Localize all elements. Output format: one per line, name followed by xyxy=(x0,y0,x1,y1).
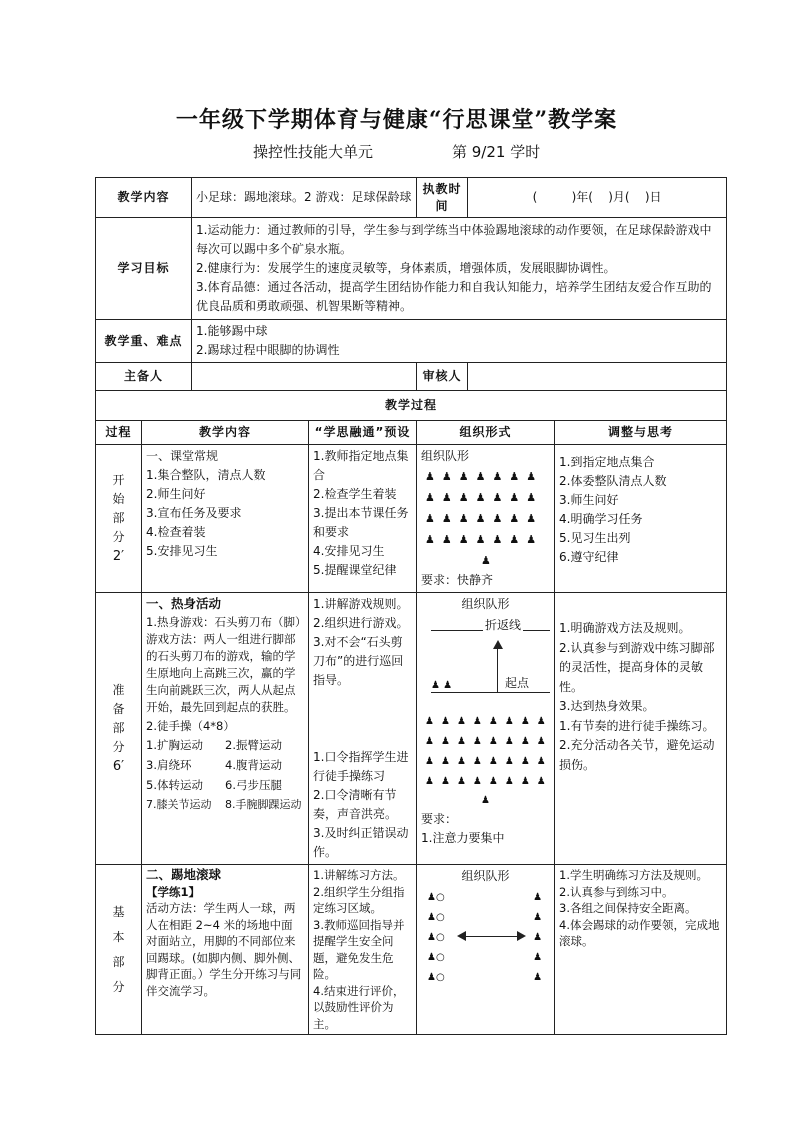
exercise-item: 1.扩胸运动 xyxy=(146,738,203,752)
phase-char: 6′ xyxy=(112,759,125,774)
goal-item: 2.健康行为：发展学生的速度灵敏等，身体素质，增强体质，发展眼脚协调性。 xyxy=(196,261,616,275)
phase-char: 备 xyxy=(112,702,125,716)
date-value: ( )年( )月( )日 xyxy=(468,178,727,218)
formation-diagram xyxy=(421,466,550,571)
preparer-label: 主备人 xyxy=(96,363,192,391)
game-title: 1.热身游戏：石头剪刀布（脚） xyxy=(146,615,307,629)
phase-main-preset xyxy=(309,865,417,1035)
reflect-line: 1.有节奏的进行徒手操练习。 xyxy=(559,718,715,733)
phase-char: 部 xyxy=(112,511,125,525)
org-title: 组织队形 xyxy=(461,597,510,611)
phase-main-organization xyxy=(417,865,555,1035)
col-header-reflection: 调整与思考 xyxy=(555,421,727,445)
content-line: 2.师生问好 xyxy=(146,487,206,501)
turn-line-label: 折返线 xyxy=(483,616,523,635)
student-row: ♟♟♟♟♟♟♟ xyxy=(425,512,544,525)
student-row: ♟♟♟♟♟♟♟♟ xyxy=(425,756,553,767)
content-line: 5.安排见习生 xyxy=(146,544,218,558)
phase-char: 分 xyxy=(112,979,125,994)
preset-line: 1.讲解练习方法。 xyxy=(313,868,405,882)
phase-main-reflection xyxy=(555,865,727,1035)
exercise-item: 8.手腕脚踝运动 xyxy=(225,798,302,811)
practice-method: 活动方法：学生两人一球，两人在相距 2~4 米的场地中面对面站立，用脚的不同部位来回踢球。(如脚内侧、脚外侧、脚背正面。）学生分开练习与同伴交流学习。 xyxy=(146,901,302,998)
phase-prep-preset xyxy=(309,593,417,865)
student-row: ♟♟♟♟♟♟♟ xyxy=(425,491,544,504)
reflect-line: 5.见习生出列 xyxy=(559,531,631,545)
phase-char: 准 xyxy=(112,683,125,697)
arrow-right-icon xyxy=(517,931,526,941)
col-header-content: 教学内容 xyxy=(142,421,309,445)
reflect-line: 1.明确游戏方法及规则。 xyxy=(559,621,691,635)
preset-line: 4.结束进行评价，以鼓励性评价为主。 xyxy=(313,983,405,1031)
goal-item: 3.体育品德：通过各活动，提高学生团结协作能力和自我认知能力，培养学生团结友爱合作互助的优良品质和勇敢顽强、机智果断等精神。 xyxy=(196,280,712,313)
student-row: ♟♟♟♟♟♟♟♟ xyxy=(425,776,553,787)
org-title: 组织队形 xyxy=(461,869,510,883)
content-line: 3.宣布任务及要求 xyxy=(146,506,242,520)
preset-line: 3.教师巡回指导并提醒学生安全问题，避免发生危险。 xyxy=(313,917,405,981)
reviewer-label: 审核人 xyxy=(417,363,468,391)
org-note: 1.注意力要集中 xyxy=(421,831,505,845)
student-row: ♟♟♟♟♟♟♟♟ xyxy=(425,736,553,747)
phase-char: 本 xyxy=(112,929,125,944)
phase-start-preset xyxy=(309,445,417,593)
phase-char: 分 xyxy=(112,740,125,754)
direction-arrow xyxy=(497,646,498,692)
drill-formation xyxy=(421,712,553,810)
reflect-line: 4.体会踢球的动作要领，完成地滚球。 xyxy=(559,917,720,948)
arrow-left-icon xyxy=(457,931,466,941)
exercise-title: 2.徒手操（4*8） xyxy=(146,719,235,733)
preset-line: 4.安排见习生 xyxy=(313,544,385,558)
phase-char: 开 xyxy=(112,473,125,487)
process-title: 教学过程 xyxy=(96,391,727,421)
page-title: 一年级下学期体育与健康“行思课堂”教学案 xyxy=(175,107,618,133)
phase-start-reflection xyxy=(555,445,727,593)
phase-char: 2′ xyxy=(112,549,125,564)
phase-start-name xyxy=(96,445,142,593)
student-row: ♟♟♟♟♟♟♟ xyxy=(425,533,544,546)
phase-start-organization xyxy=(417,445,555,593)
preset-line: 5.提醒课堂纪律 xyxy=(313,563,397,577)
reflect-line: 3.各组之间保持安全距离。 xyxy=(559,901,697,915)
left-players: ♟○ ♟○ ♟○ ♟○ ♟○ xyxy=(427,892,445,983)
relay-diagram xyxy=(421,614,550,698)
content-line: 4.检查着装 xyxy=(146,525,206,539)
student-row: ♟♟♟♟♟♟♟ xyxy=(425,470,544,483)
preset-line: 1.讲解游戏规则。 xyxy=(313,597,409,611)
section-heading: 一、热身活动 xyxy=(146,596,222,611)
phase-char: 始 xyxy=(112,492,125,506)
reflect-line: 2.充分活动各关节，避免运动损伤。 xyxy=(559,738,715,772)
game-method: 游戏方法：两人一组进行脚部的石头剪刀布的游戏，输的学生原地向上高跳三次，赢的学生向前跳跃三次，两人从起点开始，最先回到起点的获胜。 xyxy=(146,632,296,714)
phase-char: 基 xyxy=(112,904,125,919)
reviewer-value xyxy=(468,363,727,391)
org-requirement: 要求： xyxy=(421,812,458,826)
practice-title: 【学练1】 xyxy=(146,884,201,899)
key-point: 1.能够踢中球 xyxy=(196,324,268,338)
reflect-line: 3.师生问好 xyxy=(559,493,619,507)
reflect-line: 2.认真参与到练习中。 xyxy=(559,884,674,899)
right-players: ♟ ♟ ♟ ♟ ♟ xyxy=(533,892,543,983)
reflect-line: 4.明确学习任务 xyxy=(559,512,643,526)
key-cell xyxy=(192,320,727,363)
preset-line: 2.组织学生分组指定练习区域。 xyxy=(313,884,405,915)
org-requirement: 要求：快静齐 xyxy=(421,573,494,587)
col-header-organization: 组织形式 xyxy=(417,421,555,445)
phase-prep-content xyxy=(142,593,309,865)
preset-line: 3.对不会“石头剪刀布”的进行巡回指导。 xyxy=(313,635,404,687)
phase-prep-organization xyxy=(417,593,555,865)
passing-diagram xyxy=(421,886,550,986)
phase-prep-reflection xyxy=(555,593,727,865)
start-point-label: 起点 xyxy=(505,676,530,690)
goal-item: 1.运动能力：通过教师的引导，学生参与到学练当中体验踢地滚球的动作要领，在足球保龄游戏中每次可以踢中多个矿泉水瓶。 xyxy=(196,223,712,256)
preset-line: 3.提出本节课任务和要求 xyxy=(313,506,409,539)
preset-line: 1.教师指定地点集合 xyxy=(313,449,409,482)
teacher-icon: ♟ xyxy=(481,554,498,567)
reflect-line: 6.遵守纪律 xyxy=(559,550,619,564)
content-value: 小足球：踢地滚球。2 游戏：足球保龄球 xyxy=(192,178,417,218)
preset-line: 2.检查学生着装 xyxy=(313,487,397,501)
preset-line: 1.口令指挥学生进行徒手操练习 xyxy=(313,750,409,783)
player-pair: ♟ ♟ xyxy=(431,680,453,691)
reflect-line: 3.达到热身效果。 xyxy=(559,699,655,713)
teacher-icon: ♟ xyxy=(481,795,497,806)
preset-line: 3.及时纠正错误动作。 xyxy=(313,826,409,859)
preset-line: 2.口令清晰有节奏，声音洪亮。 xyxy=(313,788,398,821)
content-label: 教学内容 xyxy=(96,178,192,218)
exercise-item: 5.体转运动 xyxy=(146,778,203,792)
phase-char: 部 xyxy=(112,721,125,735)
key-label: 教学重、难点 xyxy=(96,320,192,363)
goals-label: 学习目标 xyxy=(96,218,192,320)
exec-time-label: 执教时间 xyxy=(417,178,468,218)
phase-char: 分 xyxy=(112,530,125,544)
start-line xyxy=(431,692,550,693)
arrow-head-icon xyxy=(493,640,503,649)
student-row: ♟♟♟♟♟♟♟♟ xyxy=(425,716,553,727)
phase-char: 部 xyxy=(112,954,125,969)
phase-start-content xyxy=(142,445,309,593)
phase-main-content xyxy=(142,865,309,1035)
exercise-item: 4.腹背运动 xyxy=(225,758,282,772)
reflect-line: 1.学生明确练习方法及规则。 xyxy=(559,868,709,882)
phase-prep-name xyxy=(96,593,142,865)
key-point: 2.踢球过程中眼脚的协调性 xyxy=(196,343,340,357)
goals-cell xyxy=(192,218,727,320)
content-line: 1.集合整队，清点人数 xyxy=(146,468,266,482)
section-heading: 二、踢地滚球 xyxy=(146,867,222,882)
exercise-item: 7.膝关节运动 xyxy=(146,798,212,811)
col-header-phase: 过程 xyxy=(96,421,142,445)
reflect-line: 1.到指定地点集合 xyxy=(559,455,655,469)
reflect-line: 2.认真参与到游戏中练习脚部的灵活性，提高身体的灵敏性。 xyxy=(559,640,715,694)
exercise-item: 6.弓步压腿 xyxy=(225,778,282,792)
org-title: 组织队形 xyxy=(421,449,470,463)
preset-line: 2.组织进行游戏。 xyxy=(313,616,409,630)
unit-name: 操控性技能大单元 xyxy=(253,143,374,161)
col-header-preset: “学思融通”预设 xyxy=(309,421,417,445)
exercise-item: 3.肩绕环 xyxy=(146,758,192,772)
phase-main-name xyxy=(96,865,142,1035)
passing-arrow xyxy=(461,936,522,937)
exercise-item: 2.振臂运动 xyxy=(225,738,282,752)
reflect-line: 2.体委整队清点人数 xyxy=(559,474,667,488)
content-line: 一、课堂常规 xyxy=(146,449,219,463)
lesson-plan-table xyxy=(95,177,727,1035)
preparer-value xyxy=(192,363,417,391)
lesson-number: 第 9/21 学时 xyxy=(452,143,541,161)
